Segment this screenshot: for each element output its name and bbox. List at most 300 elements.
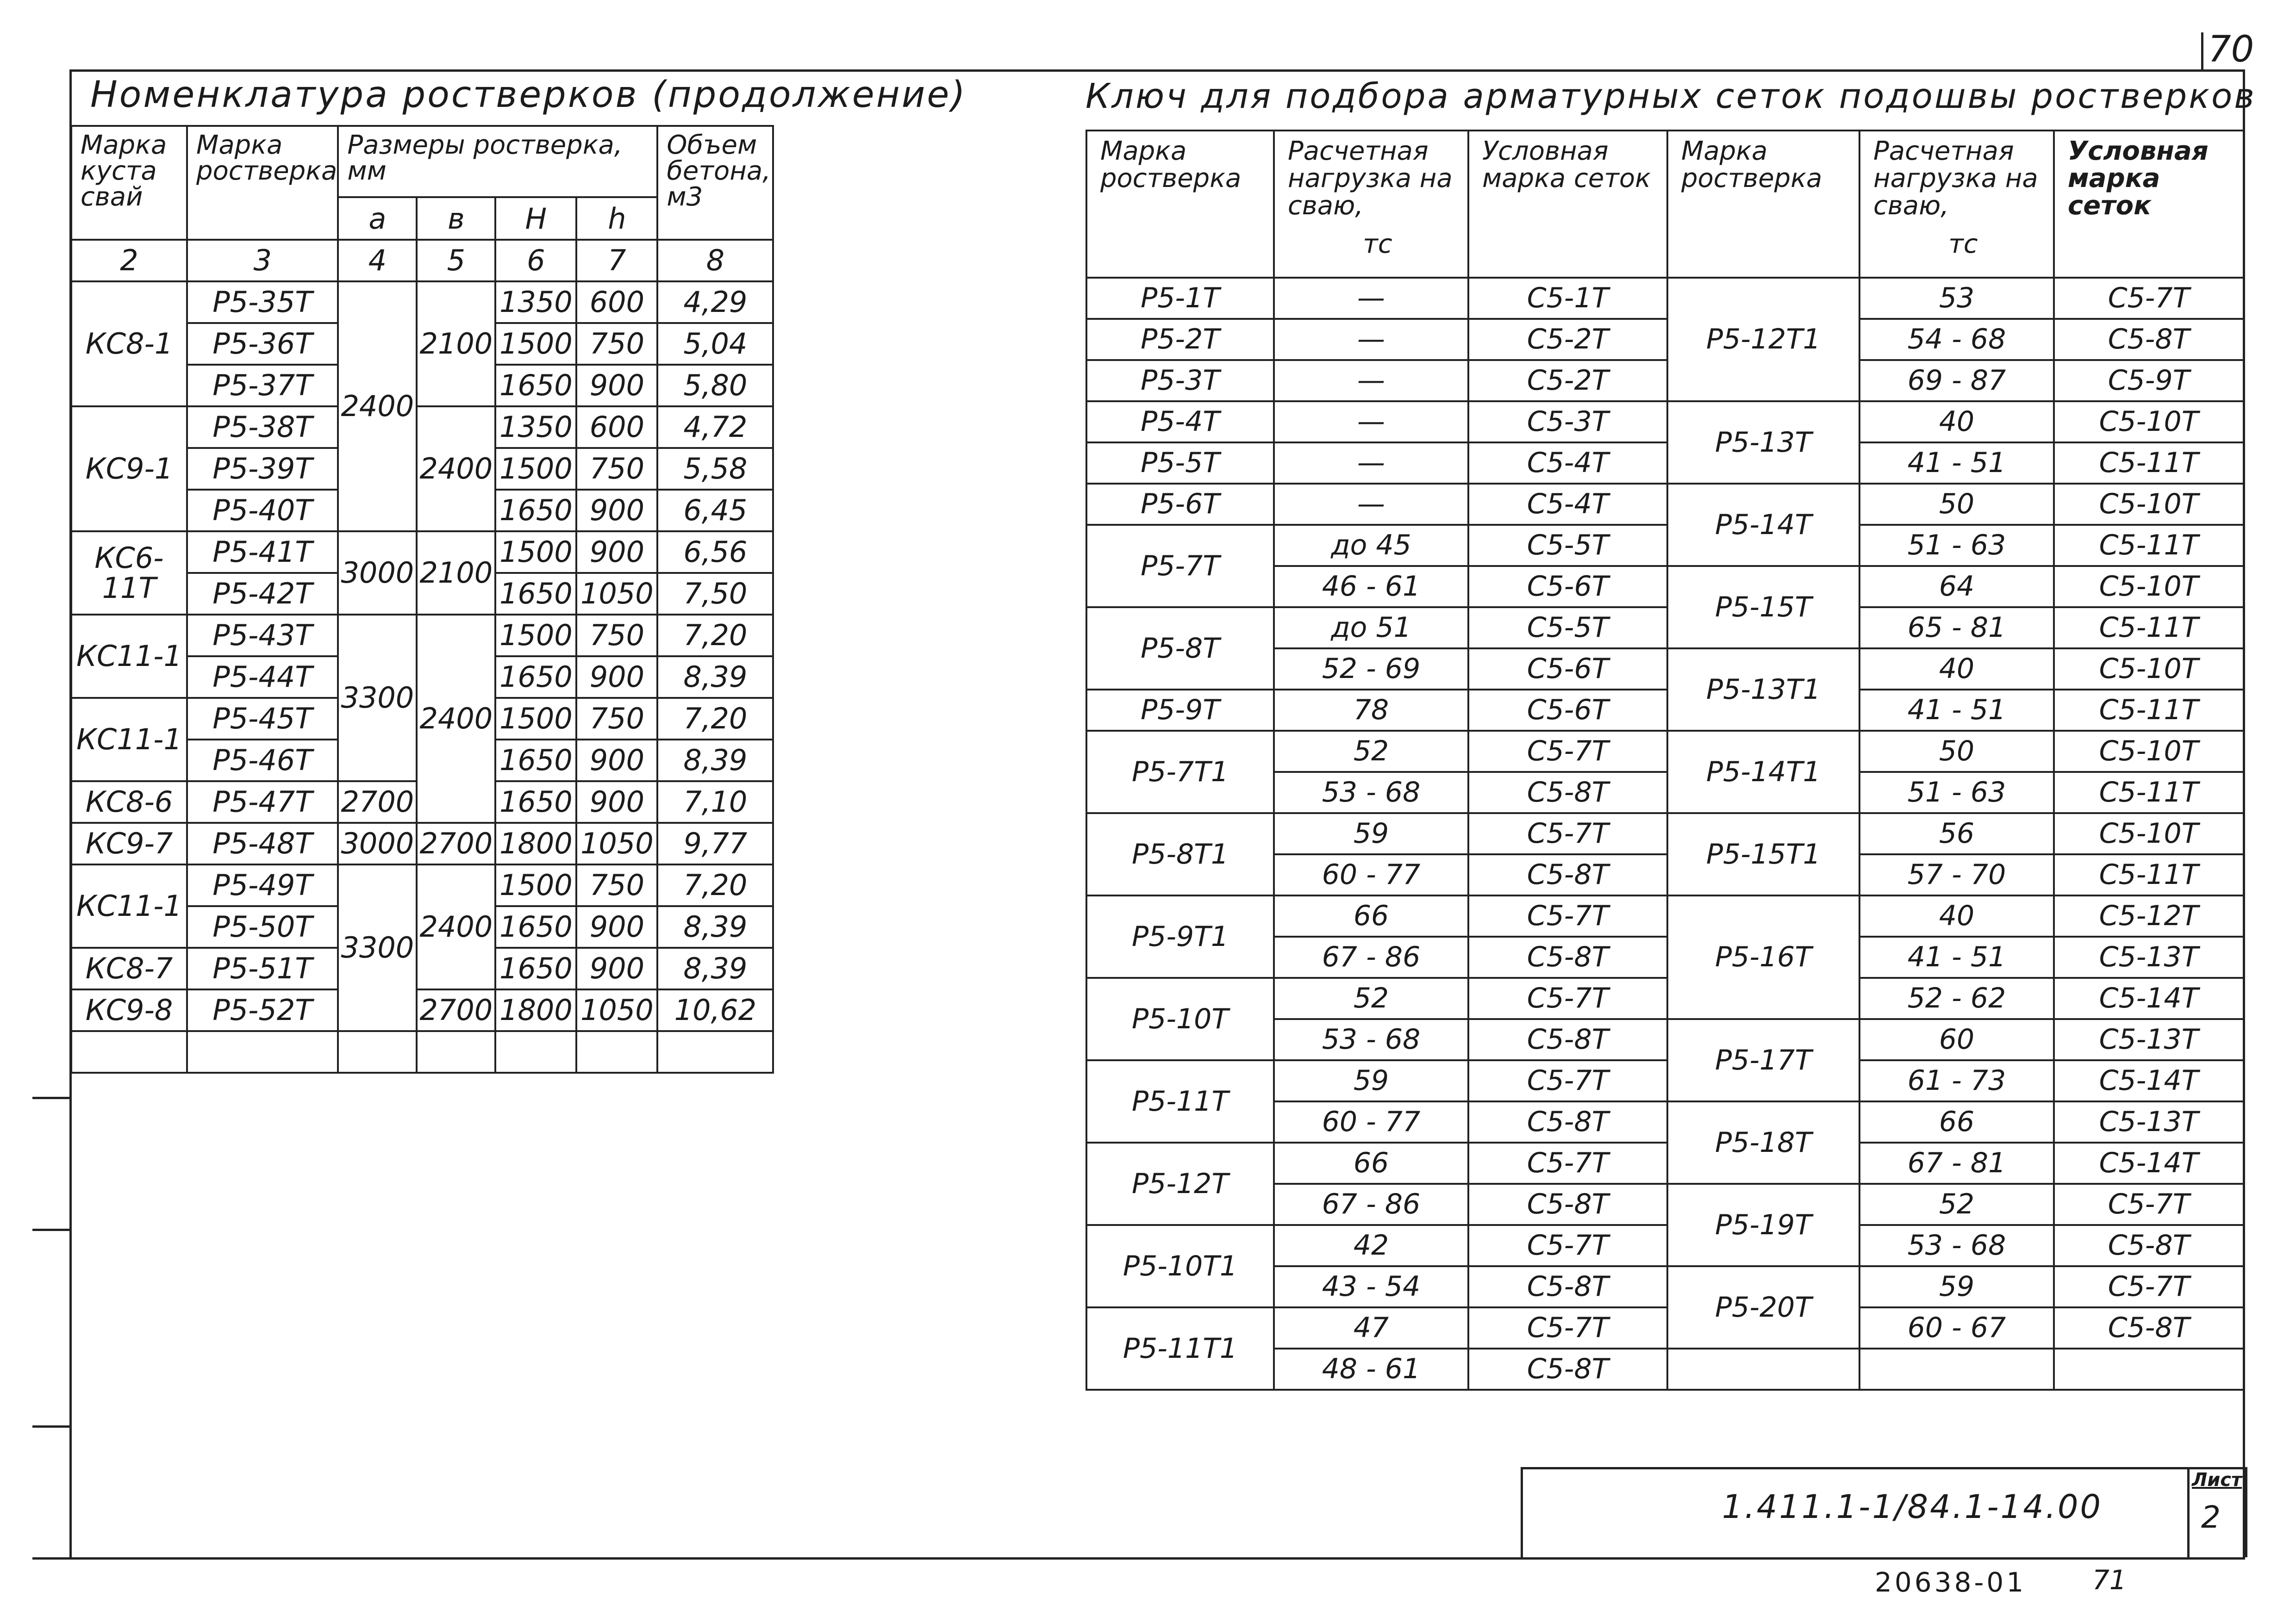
dim-H-cell: 1500 <box>495 323 576 365</box>
load-cell: 67 - 81 <box>1859 1143 2054 1184</box>
volume-cell: 7,10 <box>657 781 773 823</box>
header-load <box>1274 131 1468 278</box>
load-cell: 41 - 51 <box>1859 690 2054 731</box>
mesh-cell: С5-8Т <box>1468 1266 1667 1307</box>
volume-cell: 5,58 <box>657 448 773 490</box>
dim-h-cell: 900 <box>576 781 657 823</box>
table-row <box>1086 607 2244 648</box>
grillage-cell: Р5-39Т <box>187 448 338 490</box>
dim-b-cell: 2400 <box>417 406 495 531</box>
load-cell: — <box>1274 360 1468 401</box>
load-cell: 60 - 77 <box>1274 854 1468 895</box>
mesh-cell: С5-8Т <box>1468 1101 1667 1143</box>
header-dim-H: Н <box>495 197 576 240</box>
mesh-cell: С5-10Т <box>2054 731 2244 772</box>
volume-cell: 6,56 <box>657 531 773 573</box>
table-row <box>1086 278 2244 319</box>
load-cell: 50 <box>1859 484 2054 525</box>
inventory-number: 20638-01 <box>1875 1567 2027 1598</box>
col-number: 8 <box>657 240 773 281</box>
dim-h-cell: 750 <box>576 615 657 656</box>
mesh-cell: С5-2Т <box>1468 319 1667 360</box>
grillage-cell: Р5-1Т <box>1086 278 1274 319</box>
mesh-cell: С5-1Т <box>1468 278 1667 319</box>
grillage-cell: Р5-43Т <box>187 615 338 656</box>
pile-group-cell: КС9-8 <box>71 989 187 1031</box>
load-cell: 52 <box>1274 978 1468 1019</box>
mesh-cell: С5-4Т <box>1468 484 1667 525</box>
volume-cell: 9,77 <box>657 823 773 864</box>
header-dimensions: Размеры ростверка, мм <box>338 126 657 197</box>
pile-group-cell: КС8-7 <box>71 948 187 989</box>
mesh-cell: С5-6Т <box>1468 648 1667 690</box>
dim-h-cell: 750 <box>576 698 657 740</box>
dim-b-cell: 2700 <box>417 989 495 1031</box>
mesh-cell: С5-10Т <box>2054 401 2244 442</box>
dim-h-cell: 900 <box>576 531 657 573</box>
margin-tick <box>32 1425 69 1428</box>
header-mesh: Условная марка сеток <box>2054 131 2244 278</box>
load-cell: 52 - 69 <box>1274 648 1468 690</box>
table-row <box>71 406 773 448</box>
table-row <box>1086 525 2244 566</box>
load-cell: 57 - 70 <box>1859 854 2054 895</box>
mesh-selection-key-table <box>1086 130 2245 1391</box>
mesh-cell: С5-9Т <box>2054 360 2244 401</box>
dim-h-cell: 600 <box>576 281 657 323</box>
load-cell: 47 <box>1274 1307 1468 1349</box>
grillage-cell: Р5-37Т <box>187 365 338 406</box>
table-row <box>71 531 773 573</box>
load-cell: 66 <box>1859 1101 2054 1143</box>
load-cell: 53 - 68 <box>1274 772 1468 813</box>
load-cell: — <box>1274 278 1468 319</box>
margin-tick <box>32 1097 69 1099</box>
load-cell: 52 <box>1859 1184 2054 1225</box>
dim-a-cell: 3000 <box>338 531 417 615</box>
mesh-cell: С5-11Т <box>2054 854 2244 895</box>
header-pile-mark: Марка куста свай <box>71 126 187 240</box>
frame-top-line <box>69 69 2245 72</box>
empty-cell <box>187 1031 338 1073</box>
grillage-cell: Р5-51Т <box>187 948 338 989</box>
dim-H-cell: 1350 <box>495 406 576 448</box>
empty-cell <box>495 1031 576 1073</box>
grillage-cell: Р5-35Т <box>187 281 338 323</box>
mesh-cell: С5-14Т <box>2054 1143 2244 1184</box>
dim-H-cell: 1500 <box>495 698 576 740</box>
mesh-cell: С5-7Т <box>1468 1143 1667 1184</box>
mesh-cell: С5-11Т <box>2054 442 2244 484</box>
page-corner-mark <box>2201 32 2203 69</box>
load-cell: 67 - 86 <box>1274 1184 1468 1225</box>
load-cell: 40 <box>1859 401 2054 442</box>
header-load <box>1859 131 2054 278</box>
mesh-cell: С5-5Т <box>1468 607 1667 648</box>
mesh-cell: С5-14Т <box>2054 1060 2244 1101</box>
mesh-cell: С5-7Т <box>2054 1184 2244 1225</box>
grillage-cell: Р5-12Т1 <box>1667 278 1859 401</box>
load-cell: 66 <box>1274 895 1468 937</box>
grillage-cell: Р5-52Т <box>187 989 338 1031</box>
grillage-cell: Р5-14Т <box>1667 484 1859 566</box>
mesh-cell: С5-10Т <box>2054 566 2244 607</box>
dim-a-cell: 2700 <box>338 781 417 823</box>
table-row <box>1086 360 2244 401</box>
table-row <box>1086 401 2244 442</box>
mesh-cell: С5-7Т <box>1468 895 1667 937</box>
load-cell: 52 - 62 <box>1859 978 2054 1019</box>
load-cell: 53 - 68 <box>1274 1019 1468 1060</box>
grillage-cell: Р5-50Т <box>187 906 338 948</box>
empty-cell <box>657 1031 773 1073</box>
mesh-cell: С5-8Т <box>2054 319 2244 360</box>
col-number: 5 <box>417 240 495 281</box>
header-row <box>1086 131 2244 278</box>
mesh-cell: С5-8Т <box>1468 1349 1667 1390</box>
grillage-cell: Р5-3Т <box>1086 360 1274 401</box>
header-grillage-mark: Марка ростверка <box>187 126 338 240</box>
dim-b-cell: 2700 <box>417 823 495 864</box>
grillage-cell: Р5-41Т <box>187 531 338 573</box>
empty-cell <box>2054 1349 2244 1390</box>
mesh-cell: С5-13Т <box>2054 1101 2244 1143</box>
volume-cell: 6,45 <box>657 490 773 531</box>
volume-cell: 8,39 <box>657 906 773 948</box>
mesh-cell: С5-14Т <box>2054 978 2244 1019</box>
pile-group-cell: КС11-1 <box>71 698 187 781</box>
pile-group-cell: КС11-1 <box>71 615 187 698</box>
grillage-cell: Р5-45Т <box>187 698 338 740</box>
mesh-cell: С5-11Т <box>2054 525 2244 566</box>
dim-a-cell: 3300 <box>338 864 417 1031</box>
grillage-cell: Р5-11Т <box>1086 1060 1274 1143</box>
dim-H-cell: 1350 <box>495 281 576 323</box>
dim-H-cell: 1650 <box>495 781 576 823</box>
mesh-cell: С5-8Т <box>2054 1307 2244 1349</box>
dim-b-cell: 2100 <box>417 531 495 615</box>
mesh-cell: С5-8Т <box>1468 854 1667 895</box>
load-cell: — <box>1274 401 1468 442</box>
col-number: 2 <box>71 240 187 281</box>
dim-H-cell: 1650 <box>495 573 576 615</box>
mesh-cell: С5-7Т <box>2054 278 2244 319</box>
volume-cell: 5,04 <box>657 323 773 365</box>
load-cell: 65 - 81 <box>1859 607 2054 648</box>
mesh-cell: С5-13Т <box>2054 937 2244 978</box>
table-row <box>1086 484 2244 525</box>
dim-h-cell: 1050 <box>576 823 657 864</box>
load-cell: 43 - 54 <box>1274 1266 1468 1307</box>
left-table-title: Номенклатура ростверков (продолжение) <box>90 74 967 116</box>
pile-group-cell: КС8-1 <box>71 281 187 406</box>
mesh-cell: С5-2Т <box>1468 360 1667 401</box>
grillage-nomenclature-table <box>70 125 774 1074</box>
col-number: 4 <box>338 240 417 281</box>
dim-H-cell: 1800 <box>495 989 576 1031</box>
empty-cell <box>576 1031 657 1073</box>
dim-H-cell: 1650 <box>495 490 576 531</box>
mesh-cell: С5-7Т <box>1468 978 1667 1019</box>
column-number-row <box>71 240 773 281</box>
header-volume: Объем бетона, м3 <box>657 126 773 240</box>
dim-H-cell: 1800 <box>495 823 576 864</box>
load-cell: 60 <box>1859 1019 2054 1060</box>
table-row <box>1086 319 2244 360</box>
mesh-cell: С5-11Т <box>2054 690 2244 731</box>
load-cell: 52 <box>1274 731 1468 772</box>
dim-h-cell: 1050 <box>576 989 657 1031</box>
load-cell: 53 - 68 <box>1859 1225 2054 1266</box>
header-dim-b: в <box>417 197 495 240</box>
mesh-cell: С5-12Т <box>2054 895 2244 937</box>
header-load-label: Расчетная нагрузка на сваю, <box>1288 136 1453 221</box>
load-cell: 53 <box>1859 278 2054 319</box>
load-cell: 41 - 51 <box>1859 442 2054 484</box>
mesh-cell: С5-5Т <box>1468 525 1667 566</box>
volume-cell: 8,39 <box>657 948 773 989</box>
header-grillage-mark: Марка ростверка <box>1086 131 1274 278</box>
mesh-cell: С5-7Т <box>1468 813 1667 854</box>
dim-b-cell: 2100 <box>417 281 495 406</box>
table-row <box>1086 1225 2244 1266</box>
col-number: 6 <box>495 240 576 281</box>
dim-a-cell: 3300 <box>338 615 417 781</box>
load-cell: 69 - 87 <box>1859 360 2054 401</box>
mesh-cell: С5-7Т <box>2054 1266 2244 1307</box>
mesh-cell: С5-7Т <box>1468 1307 1667 1349</box>
load-cell: 66 <box>1274 1143 1468 1184</box>
table-row <box>1086 895 2244 937</box>
mesh-cell: С5-10Т <box>2054 813 2244 854</box>
mesh-cell: С5-11Т <box>2054 772 2244 813</box>
grillage-cell: Р5-5Т <box>1086 442 1274 484</box>
dim-h-cell: 900 <box>576 656 657 698</box>
dim-h-cell: 900 <box>576 740 657 781</box>
mesh-cell: С5-13Т <box>2054 1019 2244 1060</box>
header-grillage-mark: Марка ростверка <box>1667 131 1859 278</box>
volume-cell: 7,50 <box>657 573 773 615</box>
dim-h-cell: 900 <box>576 906 657 948</box>
load-cell: 78 <box>1274 690 1468 731</box>
load-cell: 42 <box>1274 1225 1468 1266</box>
grillage-cell: Р5-47Т <box>187 781 338 823</box>
load-cell: до 45 <box>1274 525 1468 566</box>
grillage-cell: Р5-49Т <box>187 864 338 906</box>
mesh-cell: С5-6Т <box>1468 690 1667 731</box>
mesh-cell: С5-8Т <box>1468 1019 1667 1060</box>
pile-group-cell: КС9-7 <box>71 823 187 864</box>
dim-H-cell: 1500 <box>495 531 576 573</box>
dim-h-cell: 600 <box>576 406 657 448</box>
grillage-cell: Р5-8Т1 <box>1086 813 1274 895</box>
mesh-cell: С5-8Т <box>1468 937 1667 978</box>
col-number: 3 <box>187 240 338 281</box>
load-cell: 40 <box>1859 648 2054 690</box>
table-row <box>1086 731 2244 772</box>
grillage-cell: Р5-11Т1 <box>1086 1307 1274 1390</box>
dim-h-cell: 900 <box>576 948 657 989</box>
grillage-cell: Р5-48Т <box>187 823 338 864</box>
table-row <box>1086 690 2244 731</box>
table-row <box>1086 442 2244 484</box>
dim-h-cell: 900 <box>576 490 657 531</box>
table-row <box>71 864 773 906</box>
pile-group-cell: КС8-6 <box>71 781 187 823</box>
load-cell: 54 - 68 <box>1859 319 2054 360</box>
grillage-cell: Р5-13Т1 <box>1667 648 1859 731</box>
mesh-cell: С5-3Т <box>1468 401 1667 442</box>
header-load-label: Расчетная нагрузка на сваю, <box>1873 136 2038 221</box>
mesh-cell: С5-11Т <box>2054 607 2244 648</box>
table-row <box>1086 813 2244 854</box>
load-cell: 46 - 61 <box>1274 566 1468 607</box>
sheet-label: Лист <box>2192 1469 2242 1491</box>
grillage-cell: Р5-19Т <box>1667 1184 1859 1266</box>
grillage-cell: Р5-44Т <box>187 656 338 698</box>
empty-cell <box>1667 1349 1859 1390</box>
load-cell: до 51 <box>1274 607 1468 648</box>
table-row <box>71 615 773 656</box>
table-row <box>1086 1307 2244 1349</box>
grillage-cell: Р5-38Т <box>187 406 338 448</box>
load-cell: 59 <box>1274 813 1468 854</box>
mesh-cell: С5-4Т <box>1468 442 1667 484</box>
header-mesh: Условная марка сеток <box>1468 131 1667 278</box>
volume-cell: 8,39 <box>657 656 773 698</box>
dim-H-cell: 1650 <box>495 948 576 989</box>
grillage-cell: Р5-12Т <box>1086 1143 1274 1225</box>
grillage-cell: Р5-16Т <box>1667 895 1859 1019</box>
dim-H-cell: 1500 <box>495 615 576 656</box>
table-row <box>1086 978 2244 1019</box>
table-row <box>71 281 773 323</box>
page-number: 70 <box>2208 29 2254 70</box>
empty-cell <box>1859 1349 2054 1390</box>
mesh-cell: С5-10Т <box>2054 484 2244 525</box>
mesh-cell: С5-6Т <box>1468 566 1667 607</box>
load-cell: 61 - 73 <box>1859 1060 2054 1101</box>
empty-cell <box>417 1031 495 1073</box>
volume-cell: 7,20 <box>657 698 773 740</box>
load-cell: — <box>1274 319 1468 360</box>
volume-cell: 7,20 <box>657 615 773 656</box>
grillage-cell: Р5-13Т <box>1667 401 1859 484</box>
load-cell: 60 - 67 <box>1859 1307 2054 1349</box>
load-cell: 67 - 86 <box>1274 937 1468 978</box>
header-dim-h: h <box>576 197 657 240</box>
dim-H-cell: 1500 <box>495 864 576 906</box>
grillage-cell: Р5-17Т <box>1667 1019 1859 1101</box>
grillage-cell: Р5-7Т1 <box>1086 731 1274 813</box>
load-cell: 40 <box>1859 895 2054 937</box>
load-cell: 51 - 63 <box>1859 525 2054 566</box>
load-cell: — <box>1274 442 1468 484</box>
header-load-unit: тс <box>1948 229 1978 260</box>
header-load-unit: тс <box>1363 229 1392 260</box>
grillage-cell: Р5-9Т <box>1086 690 1274 731</box>
dim-H-cell: 1650 <box>495 365 576 406</box>
volume-cell: 5,80 <box>657 365 773 406</box>
pile-group-cell: КС9-1 <box>71 406 187 531</box>
dim-h-cell: 900 <box>576 365 657 406</box>
dim-h-cell: 1050 <box>576 573 657 615</box>
pile-group-cell: КС6-11Т <box>71 531 187 615</box>
grillage-cell: Р5-42Т <box>187 573 338 615</box>
grillage-cell: Р5-46Т <box>187 740 338 781</box>
dim-H-cell: 1650 <box>495 906 576 948</box>
mesh-cell: С5-10Т <box>2054 648 2244 690</box>
grillage-cell: Р5-18Т <box>1667 1101 1859 1184</box>
empty-cell <box>71 1031 187 1073</box>
load-cell: 60 - 77 <box>1274 1101 1468 1143</box>
load-cell: 41 - 51 <box>1859 937 2054 978</box>
header-dim-a: а <box>338 197 417 240</box>
table-row <box>71 823 773 864</box>
grillage-cell: Р5-9Т1 <box>1086 895 1274 978</box>
empty-cell <box>338 1031 417 1073</box>
footer-page-number: 71 <box>2092 1564 2127 1596</box>
right-table-title: Ключ для подбора арматурных сеток подошвы ростверков <box>1086 76 2256 116</box>
dim-b-cell: 2400 <box>417 864 495 989</box>
grillage-cell: Р5-15Т <box>1667 566 1859 648</box>
header-row <box>71 126 773 197</box>
grillage-cell: Р5-20Т <box>1667 1266 1859 1349</box>
mesh-cell: С5-8Т <box>1468 772 1667 813</box>
volume-cell: 4,72 <box>657 406 773 448</box>
load-cell: 59 <box>1274 1060 1468 1101</box>
dim-H-cell: 1650 <box>495 740 576 781</box>
dim-a-cell: 3000 <box>338 823 417 864</box>
load-cell: 64 <box>1859 566 2054 607</box>
empty-row <box>71 1031 773 1073</box>
dim-H-cell: 1500 <box>495 448 576 490</box>
grillage-cell: Р5-6Т <box>1086 484 1274 525</box>
dim-H-cell: 1650 <box>495 656 576 698</box>
sheet-number: 2 <box>2201 1499 2221 1535</box>
mesh-cell: С5-7Т <box>1468 1225 1667 1266</box>
table-row <box>1086 1060 2244 1101</box>
grillage-cell: Р5-36Т <box>187 323 338 365</box>
load-cell: — <box>1274 484 1468 525</box>
table-row <box>71 989 773 1031</box>
grillage-cell: Р5-8Т <box>1086 607 1274 690</box>
load-cell: 51 - 63 <box>1859 772 2054 813</box>
grillage-cell: Р5-10Т1 <box>1086 1225 1274 1307</box>
col-number: 7 <box>576 240 657 281</box>
volume-cell: 7,20 <box>657 864 773 906</box>
mesh-cell: С5-8Т <box>1468 1184 1667 1225</box>
pile-group-cell: КС11-1 <box>71 864 187 948</box>
frame-bottom-line <box>32 1557 2245 1560</box>
table-row <box>1086 1143 2244 1184</box>
load-cell: 59 <box>1859 1266 2054 1307</box>
load-cell: 50 <box>1859 731 2054 772</box>
mesh-cell: С5-8Т <box>2054 1225 2244 1266</box>
mesh-cell: С5-7Т <box>1468 1060 1667 1101</box>
grillage-cell: Р5-10Т <box>1086 978 1274 1060</box>
dim-h-cell: 750 <box>576 864 657 906</box>
dim-b-cell: 2400 <box>417 615 495 823</box>
mesh-cell: С5-7Т <box>1468 731 1667 772</box>
load-cell: 48 - 61 <box>1274 1349 1468 1390</box>
margin-tick <box>32 1229 69 1231</box>
volume-cell: 8,39 <box>657 740 773 781</box>
load-cell: 56 <box>1859 813 2054 854</box>
document-code: 1.411.1-1/84.1-14.00 <box>1722 1488 2103 1526</box>
volume-cell: 10,62 <box>657 989 773 1031</box>
grillage-cell: Р5-7Т <box>1086 525 1274 607</box>
